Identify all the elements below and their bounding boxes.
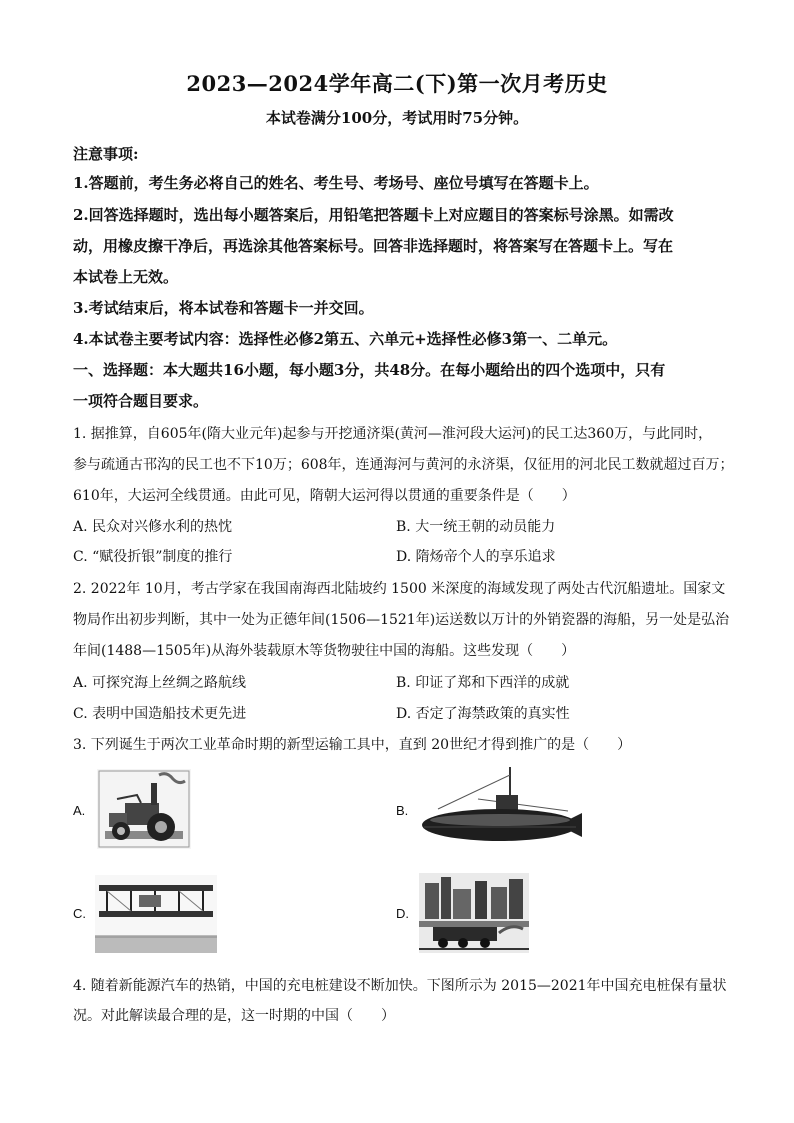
train-city-photo-icon xyxy=(419,873,529,953)
section-heading: 一、选择题：本大题共16小题，每小题3分，共48分。在每小题给出的四个选项中，只有 xyxy=(73,361,666,379)
notice-item: 4.本试卷主要考试内容：选择性必修2第五、六单元+选择性必修3第一、二单元。 xyxy=(73,330,618,348)
notice-item: 本试卷上无效。 xyxy=(73,268,179,286)
biplane-photo-icon xyxy=(95,875,217,953)
submarine-photo-icon xyxy=(418,765,584,849)
question-3-text: 3. 下列诞生于两次工业革命时期的新型运输工具中，直到 20世纪才得到推广的是（ ） xyxy=(73,737,632,753)
question-1-text: 610年，大运河全线贯通。由此可见，隋朝大运河得以贯通的重要条件是（ ） xyxy=(73,488,576,504)
question-3-label-c: C. xyxy=(73,906,86,921)
section-heading: 一项符合题目要求。 xyxy=(73,392,209,410)
question-2-text: 物局作出初步判断，其中一处为正德年间(1506—1521年)运送数以万计的外销瓷器的海船，另一处是弘治 xyxy=(73,612,730,628)
question-1-text: 参与疏通古邗沟的民工也不下10万；608年，连通海河与黄河的永济渠，仅征用的河北民工数就超过百万； xyxy=(73,457,734,473)
question-2-option-a: A. 可探究海上丝绸之路航线 xyxy=(73,675,247,691)
notice-item: 1.答题前，考生务必将自己的姓名、考生号、考场号、座位号填写在答题卡上。 xyxy=(73,174,599,192)
steam-tractor-photo-icon xyxy=(97,769,191,849)
question-3-label-b: B. xyxy=(396,803,409,818)
page-subtitle: 本试卷满分100分，考试用时75分钟。 xyxy=(265,109,529,127)
question-2-text: 2. 2022年 10月，考古学家在我国南海西北陆坡约 1500 米深度的海域发现了两处古代沉船遗址。国家文 xyxy=(73,581,726,597)
question-1-option-b: B. 大一统王朝的动员能力 xyxy=(396,519,556,535)
question-2-option-c: C. 表明中国造船技术更先进 xyxy=(73,706,247,722)
question-2-text: 年间(1488—1505年)从海外装载原木等货物驶往中国的海船。这些发现（ ） xyxy=(73,643,576,659)
question-4-text: 4. 随着新能源汽车的热销，中国的充电桩建设不断加快。下图所示为 2015—2021年中国充电桩保有量状 xyxy=(73,978,727,994)
question-3-label-d: D. xyxy=(396,906,409,921)
notice-item: 动，用橡皮擦干净后，再选涂其他答案标号。回答非选择题时，将答案写在答题卡上。写在 xyxy=(73,237,674,255)
question-2-option-b: B. 印证了郑和下西洋的成就 xyxy=(396,675,570,691)
notice-item: 3.考试结束后，将本试卷和答题卡一并交回。 xyxy=(73,299,374,317)
notice-item: 2.回答选择题时，选出每小题答案后，用铅笔把答题卡上对应题目的答案标号涂黑。如需改 xyxy=(73,206,674,224)
question-3-label-a: A. xyxy=(73,803,86,818)
notice-heading: 注意事项: xyxy=(73,145,139,163)
question-1-option-c: C. “赋役折银”制度的推行 xyxy=(73,549,233,565)
question-1-text: 1. 据推算，自605年(隋大业元年)起参与开挖通济渠(黄河—淮河段大运河)的民工达360万，与此同时， xyxy=(73,426,713,442)
page-title: 2023—2024学年高二(下)第一次月考历史 xyxy=(186,71,608,96)
question-4-text: 况。对此解读最合理的是，这一时期的中国（ ） xyxy=(73,1008,395,1024)
question-1-option-d: D. 隋炀帝个人的享乐追求 xyxy=(396,549,556,565)
question-1-option-a: A. 民众对兴修水利的热忱 xyxy=(73,519,233,535)
question-2-option-d: D. 否定了海禁政策的真实性 xyxy=(396,706,570,722)
